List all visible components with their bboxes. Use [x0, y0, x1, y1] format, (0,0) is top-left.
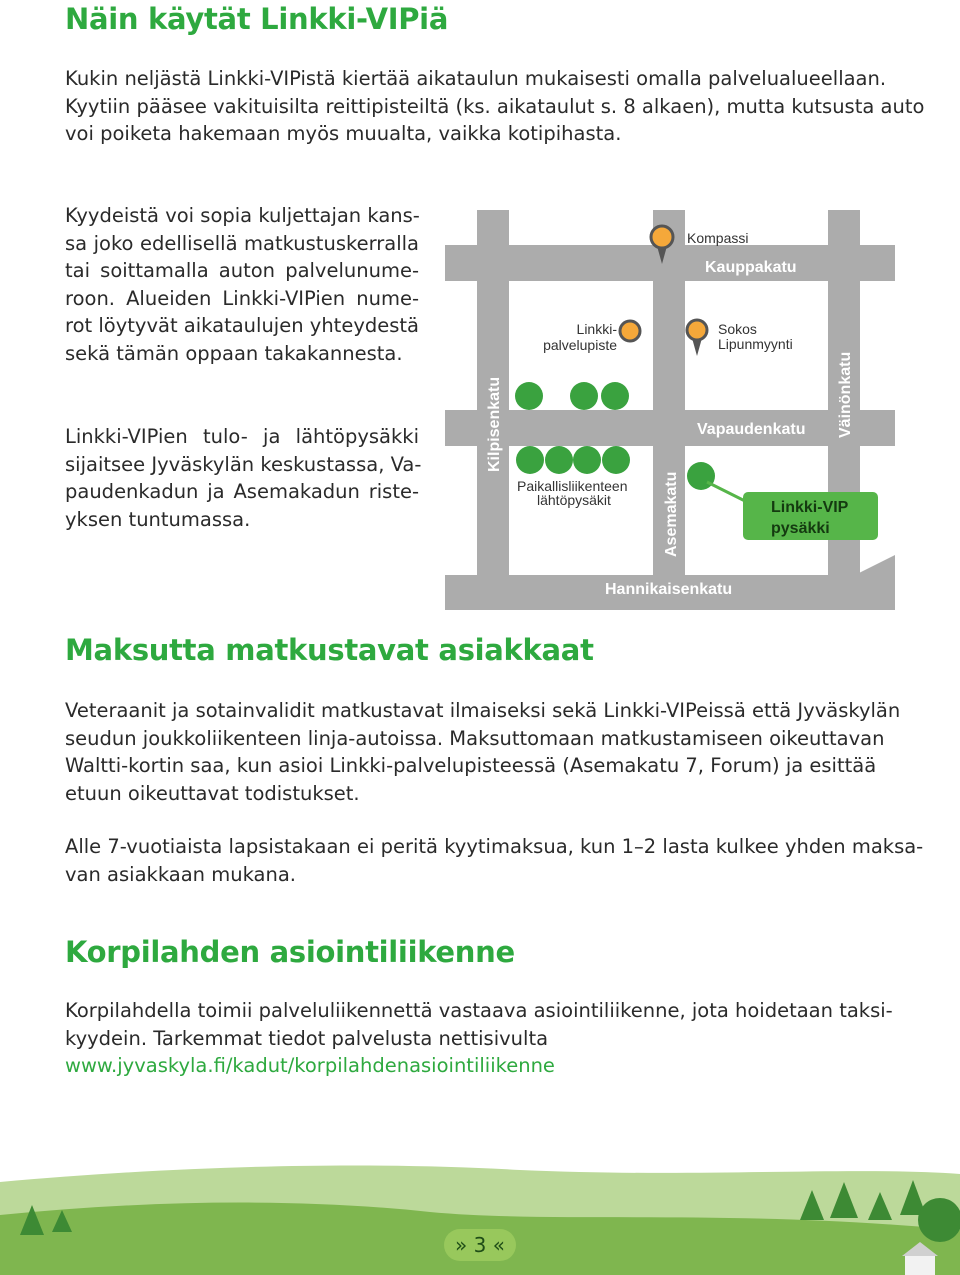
intro-paragraph	[65, 65, 925, 148]
text-line: tai soittamalla auton palvelunume-	[65, 259, 419, 282]
street-label-asemakatu: Asemakatu	[663, 471, 680, 557]
text-line: Korpilahdella toimii palveluliikennettä vastaava asiointiliikenne, jota hoidetaan taksi-	[65, 999, 893, 1022]
text-line: paudenkadun ja Asemakadun riste-	[65, 480, 419, 503]
text-line: rot löytyvät aikataulujen yhteydestä	[65, 314, 419, 337]
korpilahti-paragraph	[65, 997, 895, 1080]
text-line: Veteraanit ja sotainvalidit matkustavat ilmaiseksi sekä Linkki-VIPeissä että Jyväskylän	[65, 699, 901, 722]
place-label-sokos-1: Sokos	[718, 321, 757, 337]
stop-icon	[516, 446, 544, 474]
free-travel-paragraph	[65, 697, 901, 807]
street-map	[445, 210, 895, 610]
booking-paragraph	[65, 202, 419, 367]
text-line: sekä tämän oppaan takakannesta.	[65, 341, 403, 365]
text-line: voi poiketa hakemaan myös muualta, vaikka kotipihasta.	[65, 122, 622, 145]
page-number-badge: » 3 «	[444, 1229, 516, 1261]
text-line: etuun oikeuttavat todistukset.	[65, 781, 360, 805]
place-label-local-1: Paikallisliikenteen	[517, 478, 628, 494]
pin-icon-linkki	[620, 321, 640, 341]
text-line: Kyydeistä voi sopia kuljettajan kans-	[65, 204, 420, 227]
stop-icon	[545, 446, 573, 474]
vip-label-2: pysäkki	[771, 520, 830, 537]
text-line: sijaitsee Jyväskylän keskustassa, Va-	[65, 452, 422, 476]
section-title-korpilahti: Korpilahden asiointiliikenne	[65, 935, 515, 969]
text-line: Linkki-VIPien tulo- ja lähtöpysäkki	[65, 425, 419, 448]
stop-icon	[573, 446, 601, 474]
street-label-kauppakatu: Kauppakatu	[705, 259, 797, 276]
place-label-linkki-1: Linkki-	[576, 321, 617, 337]
stop-icon	[570, 382, 598, 410]
stop-icon	[601, 382, 629, 410]
website-link[interactable]: www.jyvaskyla.fi/kadut/korpilahdenasiointiliikenne	[65, 1054, 555, 1077]
street-label-kilpisenkatu: Kilpisenkatu	[486, 376, 503, 472]
section-title-linkki-vip: Näin käytät Linkki-VIPiä	[65, 2, 449, 36]
text-line: Kyytiin pääsee vakituisilta reittipisteiltä (ks. aikataulut s. 8 alkaen), mutta kutsusta auto	[65, 94, 925, 118]
section-title-free-travel: Maksutta matkustavat asiakkaat	[65, 633, 594, 667]
stop-location-paragraph	[65, 423, 422, 533]
street-label-hannikaisenkatu: Hannikaisenkatu	[605, 581, 733, 598]
street-label-vainonkatu: Väinönkatu	[837, 351, 854, 438]
text-line: van asiakkaan mukana.	[65, 862, 296, 886]
text-line: sa joko edellisellä matkustuskerralla	[65, 231, 419, 255]
text-line: seudun joukkoliikenteen linja-autoissa. Maksuttomaan matkustamiseen oikeuttavan	[65, 726, 885, 750]
stop-icon	[602, 446, 630, 474]
vip-stop-icon	[687, 462, 715, 490]
place-label-linkki-2: palvelupiste	[543, 337, 617, 353]
street-label-vapaudenkatu: Vapaudenkatu	[697, 421, 806, 438]
stop-icon	[515, 382, 543, 410]
text-line: Waltti-kortin saa, kun asioi Linkki-palvelupisteessä (Asemakatu 7, Forum) ja esittää	[65, 754, 877, 777]
vip-label-1: Linkki-VIP	[771, 499, 849, 516]
place-label-local-2: lähtöpysäkit	[537, 492, 611, 508]
place-label-sokos-2: Lipunmyynti	[718, 336, 793, 352]
text-line: kyydein. Tarkemmat tiedot palvelusta nettisivulta	[65, 1026, 549, 1050]
text-line: Kukin neljästä Linkki-VIPistä kiertää aikataulun mukaisesti omalla palvelualueellaan.	[65, 67, 887, 90]
children-paragraph	[65, 833, 924, 888]
text-line: Alle 7-vuotiaista lapsistakaan ei peritä kyytimaksua, kun 1–2 lasta kulkee yhden maksa-	[65, 835, 924, 858]
text-line: yksen tuntumassa.	[65, 507, 251, 531]
place-label-kompassi: Kompassi	[687, 230, 749, 246]
text-line: roon. Alueiden Linkki-VIPien nume-	[65, 286, 419, 310]
